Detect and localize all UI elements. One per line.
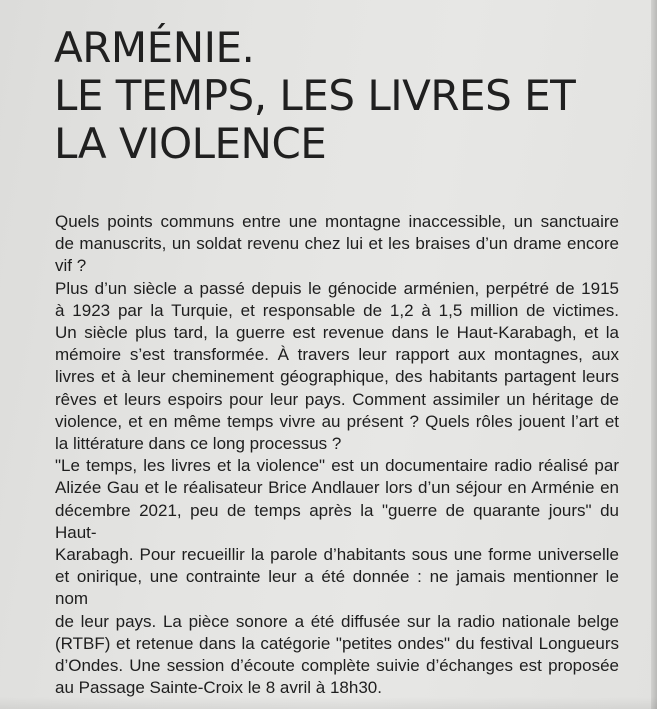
panel-shadow bbox=[0, 697, 657, 709]
exhibit-title bbox=[54, 24, 624, 168]
exhibit-description bbox=[55, 211, 619, 699]
text-line: mémoire s’est transformée. À travers leur rapport aux montagnes, aux bbox=[55, 345, 619, 365]
text-line: violence, et en même temps vivre au présent ? Quels rôles jouent l’art et bbox=[55, 411, 619, 431]
text-line: Plus d’un siècle a passé depuis le génocide arménien, perpétré de 1915 bbox=[55, 278, 619, 298]
text-line: de leur pays. La pièce sonore a été diffusée sur la radio nationale belge bbox=[55, 611, 619, 631]
title-line-3: LA VIOLENCE bbox=[54, 119, 327, 168]
text-line: au Passage Sainte-Croix le 8 avril à 18h30. bbox=[55, 678, 382, 698]
text-line: la littérature dans ce long processus ? bbox=[55, 434, 342, 454]
text-line: Quels points communs entre une montagne inaccessible, un sanctuaire bbox=[55, 212, 619, 231]
text-line: de manuscrits, un soldat revenu chez lui et les braises d’un drame encore bbox=[55, 234, 619, 254]
text-line: livres et à leur cheminement géographique, des habitants partagent leurs bbox=[55, 367, 619, 387]
text-line: (RTBF) et retenue dans la catégorie "petites ondes" du festival Longueurs bbox=[55, 633, 619, 653]
title-line-2: LE TEMPS, LES LIVRES ET bbox=[54, 71, 576, 120]
text-line: "Le temps, les livres et la violence" est un documentaire radio réalisé par bbox=[55, 456, 619, 476]
text-line: d’Ondes. Une session d’écoute complète suivie d’échanges est proposée bbox=[55, 656, 619, 676]
text-line: décembre 2021, peu de temps après la "guerre de quarante jours" du Haut- bbox=[55, 500, 619, 542]
text-line: Karabagh. Pour recueillir la parole d’habitants sous une forme universelle bbox=[55, 545, 619, 565]
text-line: Alizée Gau et le réalisateur Brice Andlauer lors d’un séjour en Arménie en bbox=[55, 478, 619, 498]
text-line: et onirique, une contrainte leur a été donnée : ne jamais mentionner le nom bbox=[55, 567, 619, 609]
text-line: vif ? bbox=[55, 256, 87, 276]
title-line-1: ARMÉNIE. bbox=[54, 23, 255, 72]
text-line: à 1923 par la Turquie, et responsable de 1,2 à 1,5 million de victimes. bbox=[55, 300, 619, 320]
text-line: Un siècle plus tard, la guerre est revenue dans le Haut-Karabagh, et la bbox=[55, 323, 619, 343]
panel-edge bbox=[651, 0, 657, 709]
text-line: rêves et leurs espoirs pour leur pays. Comment assimiler un héritage de bbox=[55, 389, 619, 409]
